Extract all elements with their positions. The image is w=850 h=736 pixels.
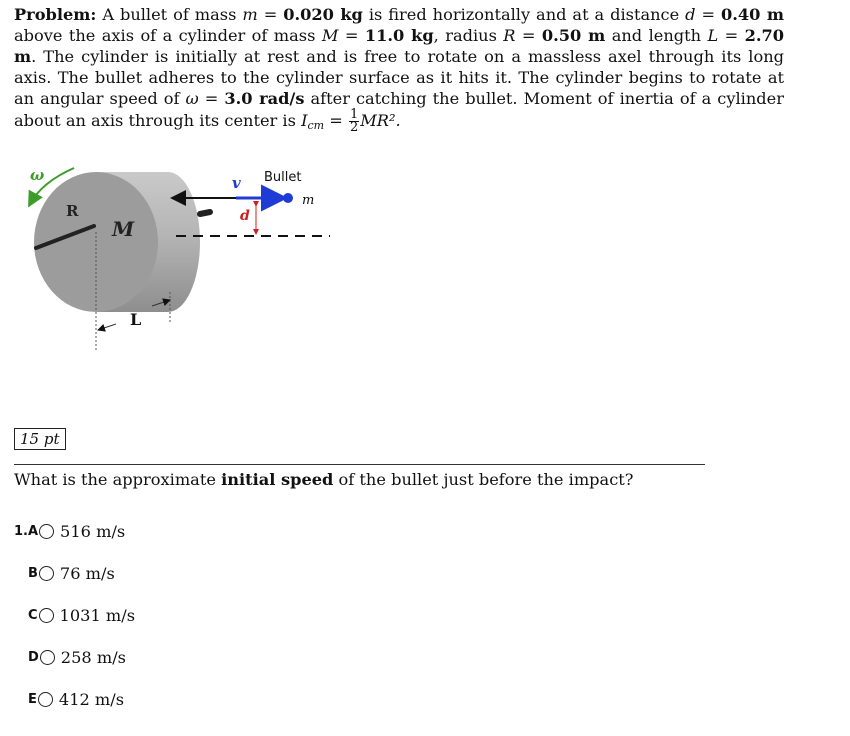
choice-value: 258 m/s xyxy=(60,648,126,667)
I-subscript: cm xyxy=(307,119,325,132)
d-value: 0.40 m xyxy=(721,5,784,24)
choice-e[interactable] xyxy=(28,690,124,709)
choice-value: 412 m/s xyxy=(58,690,125,709)
choice-a[interactable] xyxy=(14,522,125,541)
question-prefix: What is the approximate xyxy=(14,470,216,489)
radio-button[interactable] xyxy=(38,692,53,707)
m-value: 0.020 kg xyxy=(283,5,363,24)
fraction-numerator: 1 xyxy=(349,107,359,122)
equals: = xyxy=(724,26,739,45)
question-suffix: of the bullet just before the impact? xyxy=(338,470,634,489)
choice-value: 516 m/s xyxy=(60,522,126,541)
problem-text: A bullet of mass xyxy=(102,5,237,24)
omega-symbol: ω xyxy=(185,89,199,108)
R-symbol: R xyxy=(503,26,516,45)
problem-text: after catching the bullet. Moment of inertia of a cylinder about an axis through its center is xyxy=(14,89,784,130)
radio-button[interactable] xyxy=(39,566,54,581)
length-arrow xyxy=(98,324,116,330)
choice-c[interactable] xyxy=(28,606,135,625)
M-value: 11.0 kg xyxy=(364,26,434,45)
length-L-label: L xyxy=(130,310,142,329)
choice-label: B xyxy=(28,566,38,581)
R-value: 0.50 m xyxy=(541,26,606,45)
cylinder-bullet-diagram xyxy=(20,160,350,360)
choice-label: 1.A xyxy=(14,524,39,539)
distance-d-label: d xyxy=(240,208,250,224)
divider xyxy=(14,464,705,465)
equals: = xyxy=(701,5,716,24)
problem-statement xyxy=(14,4,784,136)
equals: = xyxy=(263,5,278,24)
question-text xyxy=(14,470,633,489)
m-symbol: m xyxy=(242,5,258,24)
L-symbol: L xyxy=(707,26,719,45)
M-symbol: M xyxy=(321,26,339,45)
bullet-label: Bullet xyxy=(264,170,302,185)
omega-value: 3.0 rad/s xyxy=(224,89,305,108)
bullet-mass-label: m xyxy=(302,193,315,208)
L-value: 2.70 m xyxy=(14,26,785,66)
omega-label: ω xyxy=(30,166,45,184)
problem-text: is fired horizontally and at a distance xyxy=(368,5,680,24)
inertia-formula-tail: MR². xyxy=(360,111,401,130)
axle-stub xyxy=(200,212,210,214)
choice-b[interactable] xyxy=(28,564,115,583)
problem-text: , radius xyxy=(433,26,497,45)
question-emphasis: initial speed xyxy=(221,470,334,489)
radio-button[interactable] xyxy=(39,524,54,539)
problem-text: . The cylinder is initially at rest and is free to rotate on a massless axel through its long axis. The bullet adheres to the cylinder surface as it hits it. The cylinder begins to rotate at an angular speed of xyxy=(14,47,784,108)
problem-text: above the axis of a cylinder of mass xyxy=(14,26,316,45)
problem-text: and length xyxy=(611,26,702,45)
radio-button[interactable] xyxy=(39,608,54,623)
choice-value: 76 m/s xyxy=(59,564,115,583)
fraction-denominator: 2 xyxy=(349,120,359,135)
problem-label: Problem: xyxy=(14,5,97,24)
d-symbol: d xyxy=(685,5,696,24)
mass-M-label: M xyxy=(112,217,135,241)
choice-label: D xyxy=(28,650,39,665)
radius-label: R xyxy=(66,202,79,220)
bullet-dot xyxy=(283,193,293,203)
velocity-v-label: v xyxy=(232,174,241,192)
choice-label: E xyxy=(28,692,37,707)
choice-d[interactable] xyxy=(28,648,126,667)
radio-button[interactable] xyxy=(40,650,55,665)
equals: = xyxy=(204,89,219,108)
one-half-fraction xyxy=(349,109,359,134)
equals: = xyxy=(344,26,359,45)
points-badge: 15 pt xyxy=(14,428,66,450)
equals: = xyxy=(329,111,343,130)
equals: = xyxy=(521,26,536,45)
I-symbol: I xyxy=(301,111,308,130)
choice-value: 1031 m/s xyxy=(59,606,135,625)
choice-label: C xyxy=(28,608,38,623)
